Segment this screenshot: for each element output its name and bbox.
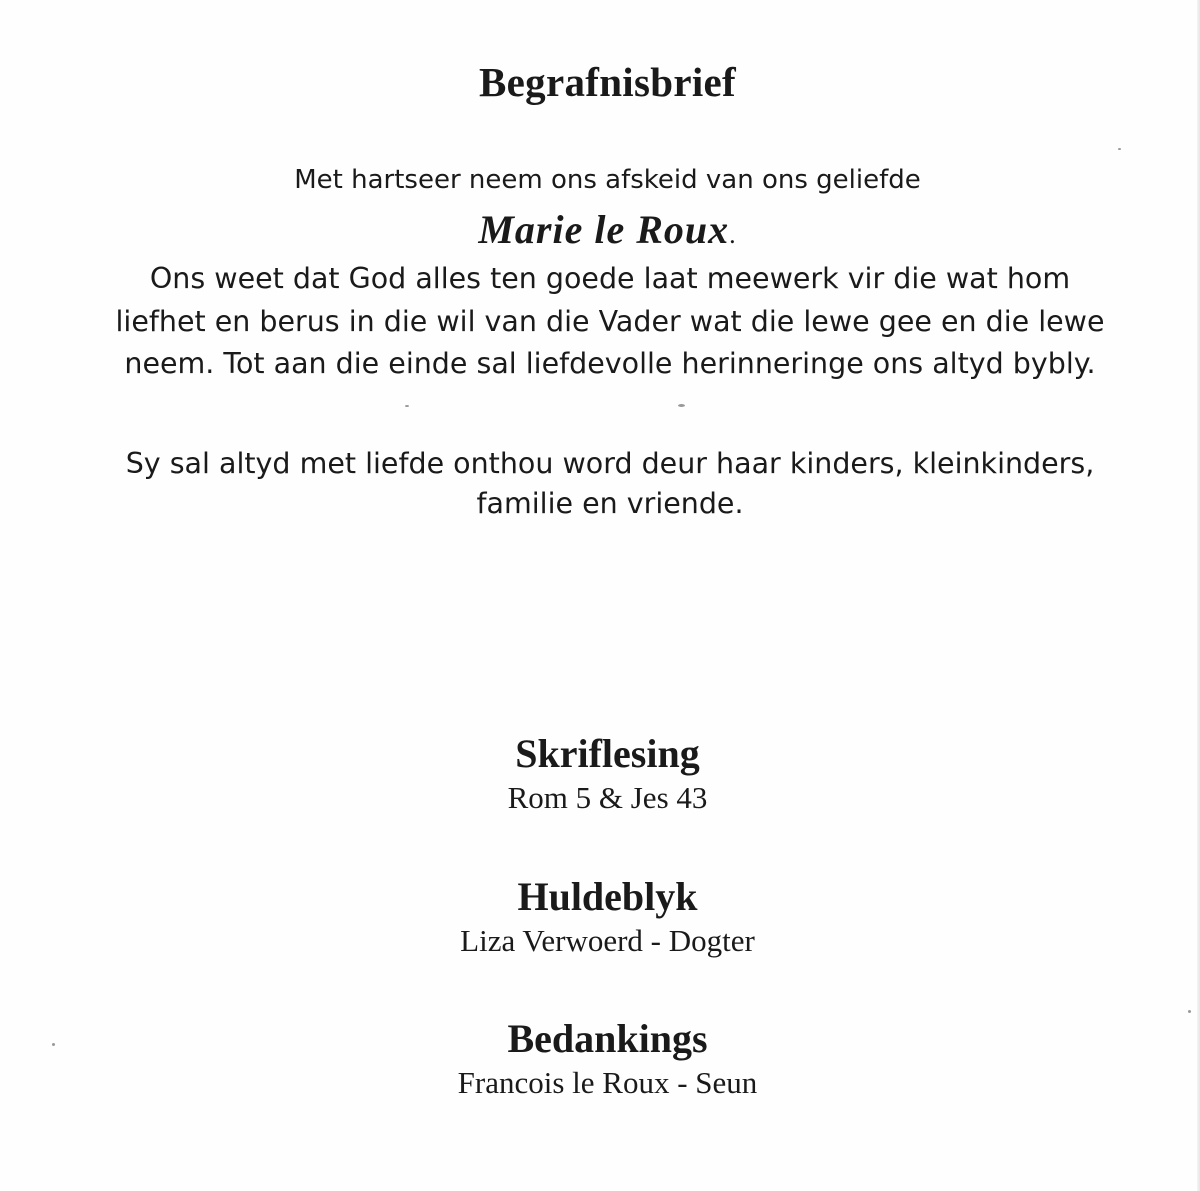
section-detail: Rom 5 & Jes 43 — [507, 780, 708, 815]
section-tribute — [0, 873, 1200, 961]
scan-speck — [1188, 1010, 1191, 1013]
deceased-name-line — [0, 206, 1200, 253]
section-detail: Francois le Roux - Seun — [457, 1065, 758, 1100]
deceased-name: Marie le Roux — [478, 207, 730, 252]
name-punctuation: . — [729, 220, 737, 249]
intro-line: Met hartseer neem ons afskeid van ons geliefde — [294, 165, 921, 195]
scan-speck — [52, 1043, 55, 1046]
paragraph-line: neem. Tot aan die einde sal liefdevolle herinneringe ons altyd bybly. — [124, 347, 1096, 380]
scan-speck — [678, 404, 685, 407]
scan-speck — [405, 405, 409, 407]
paragraph-line: liefhet en berus in die wil van die Vader wat die lewe gee en die lewe — [115, 304, 1105, 338]
section-thanks — [0, 1015, 1200, 1103]
scripture-paragraph — [20, 258, 1200, 386]
section-detail: Liza Verwoerd - Dogter — [460, 923, 755, 958]
document-title: Begrafnisbrief — [479, 59, 736, 105]
section-heading: Skriflesing — [515, 731, 700, 776]
scan-speck — [1118, 148, 1121, 150]
remembrance-paragraph — [20, 444, 1200, 524]
paragraph-line: Ons weet dat God alles ten goede laat meewerk vir die wat hom — [149, 262, 1071, 295]
paragraph-line: familie en vriende. — [476, 487, 744, 520]
section-heading: Bedankings — [507, 1016, 708, 1061]
paragraph-line: Sy sal altyd met liefde onthou word deur haar kinders, kleinkinders, — [125, 447, 1095, 480]
section-heading: Huldeblyk — [517, 874, 698, 919]
section-scripture-reading — [0, 730, 1200, 818]
